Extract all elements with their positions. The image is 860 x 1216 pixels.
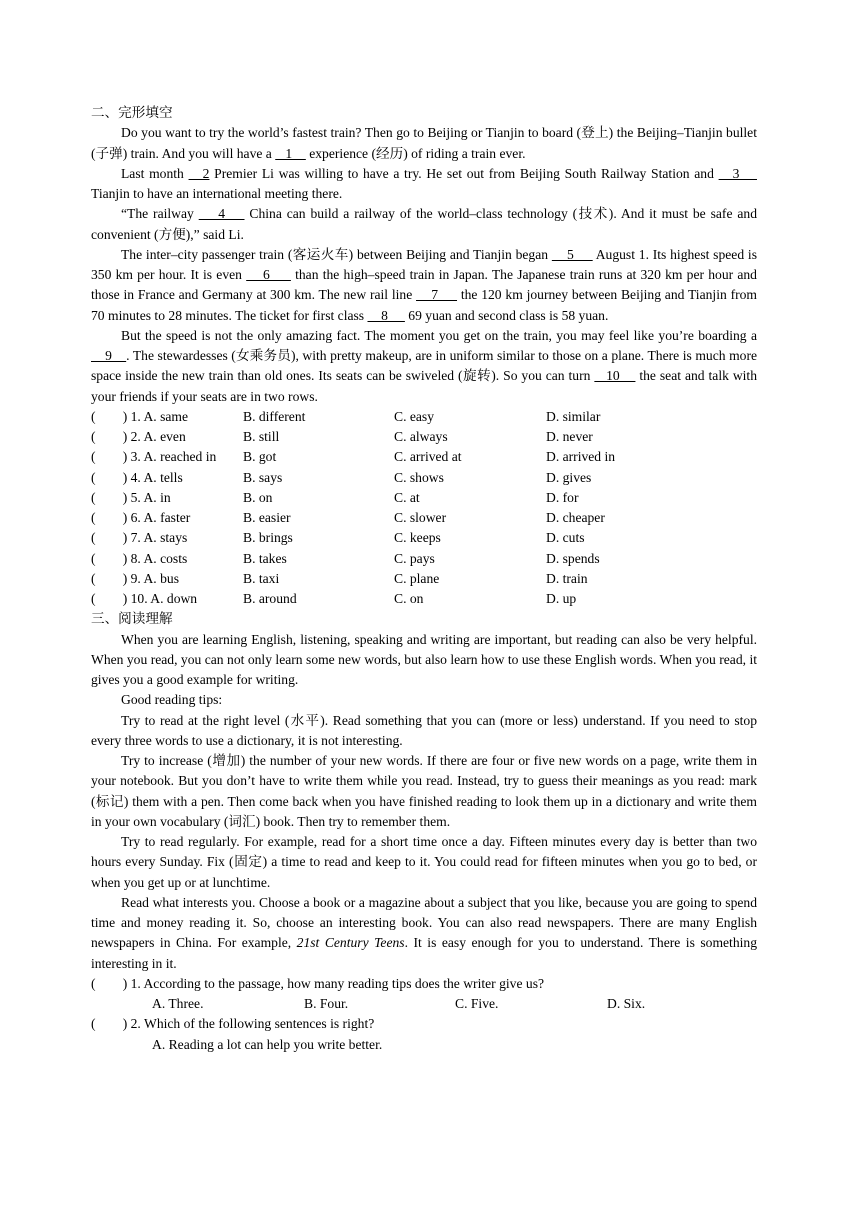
option-a[interactable]: ( ) 5. A. in: [91, 489, 171, 505]
cloze-option-row: [91, 468, 757, 488]
cloze-paragraph-2: Last month 2 Premier Li was willing to have a try. He set out from Beijing South Railway Station and 3 Tianjin to have an international meeting there.: [91, 165, 757, 201]
option-c[interactable]: C. always: [394, 429, 448, 444]
cloze-blank-10[interactable]: 10: [594, 368, 636, 384]
option-b[interactable]: B. still: [243, 429, 280, 444]
option-a[interactable]: ( ) 6. A. faster: [91, 510, 191, 525]
cloze-option-row: [91, 549, 757, 569]
option-c[interactable]: C. shows: [394, 469, 444, 485]
cloze-option-row: [91, 427, 757, 447]
option-a[interactable]: A. Reading a lot can help you write better.: [152, 1036, 383, 1052]
reading-paragraph-6: Read what interests you. Choose a book or a magazine about a subject that you like, because you are going to spend time and money reading it. So, choose an interesting book. You can also read newspapers. There are many English newspapers in China. For example, 21st Century Teens. It is easy enough for you to understand. There is something interesting in it.: [91, 894, 757, 971]
option-d[interactable]: D. never: [546, 429, 593, 444]
option-a[interactable]: ( ) 1. A. same: [91, 408, 189, 424]
option-c[interactable]: C. plane: [394, 570, 440, 586]
option-d[interactable]: D. cheaper: [546, 510, 605, 525]
option-b[interactable]: B. got: [243, 449, 277, 465]
option-a[interactable]: ( ) 8. A. costs: [91, 550, 188, 566]
option-b[interactable]: B. on: [243, 489, 273, 505]
newspaper-title: 21st Century Teens: [296, 935, 405, 951]
cloze-blank-5[interactable]: 5: [551, 246, 593, 262]
cloze-option-row: [91, 447, 757, 467]
cloze-option-row: [91, 528, 757, 548]
option-d[interactable]: D. cuts: [546, 530, 585, 546]
reading-paragraph-4: Try to increase (增加) the number of your new words. If there are four or five new words on a page, write them in your notebook. But you don’t have to write them while you read. Instead, try to guess their meanings as you read: mark (标记) them with a pen. Then come back when you have finished reading to look them up in a dictionary and write them in your own vocabulary (词汇) book. Then try to remember them.: [91, 753, 757, 829]
option-a[interactable]: ( ) 9. A. bus: [91, 570, 179, 586]
cloze-blank-4[interactable]: 4: [198, 206, 245, 222]
reading-paragraph-2: Good reading tips:: [121, 692, 223, 708]
cloze-blank-6[interactable]: 6: [246, 267, 291, 282]
option-b[interactable]: B. Four.: [304, 996, 349, 1011]
option-b[interactable]: B. brings: [243, 530, 293, 546]
option-b[interactable]: B. takes: [243, 550, 287, 566]
option-c[interactable]: C. slower: [394, 510, 447, 525]
option-d[interactable]: D. gives: [546, 469, 592, 485]
question-1-stem: ( ) 1. According to the passage, how many reading tips does the writer give us?: [91, 975, 545, 991]
option-a[interactable]: ( ) 2. A. even: [91, 429, 186, 444]
option-c[interactable]: C. pays: [394, 550, 435, 566]
option-b[interactable]: B. taxi: [243, 570, 280, 586]
option-d[interactable]: D. train: [546, 570, 588, 586]
cloze-option-row: [91, 569, 757, 589]
cloze-paragraph-4: The inter–city passenger train (客运火车) between Beijing and Tianjin began 5 August 1. Its highest speed is 350 km per hour. It is even 6 than the high–speed train in Japan. The Japanese train runs at 320 km per hour and those in France and Germany at 300 km. The new rail line 7 the 120 km journey between Beijing and Tianjin from 70 minutes to 28 minutes. The ticket for first class 8 69 yuan and second class is 58 yuan.: [91, 246, 757, 323]
reading-paragraph-3: Try to read at the right level (水平). Read something that you can (more or less) understand. If you need to stop every three words to use a dictionary, it is not interesting.: [91, 712, 757, 748]
cloze-blank-8[interactable]: 8: [367, 307, 405, 323]
option-c[interactable]: C. easy: [394, 408, 435, 424]
question-2-stem: ( ) 2. Which of the following sentences is right?: [91, 1016, 375, 1032]
cloze-option-row: [91, 508, 757, 528]
cloze-blank-2[interactable]: 2: [188, 165, 210, 181]
section-heading-cloze: 二、完形填空: [91, 105, 173, 120]
option-c[interactable]: C. Five.: [455, 996, 499, 1011]
cloze-paragraph-5: But the speed is not the only amazing fact. The moment you get on the train, you may feel like you’re boarding a 9 . The stewardesses (女乘务员), with pretty makeup, are in uniform similar to those on a plane. There is much more space inside the new train than old ones. Its seats can be swiveled (旋转). So you can turn 10 the seat and talk with your friends if your seats are in two rows.: [91, 327, 758, 404]
reading-paragraph-5: Try to read regularly. For example, read for a short time once a day. Fifteen minutes every day is better than two hours every Sunday. Fix (固定) a time to read and keep to it. You could read for fifteen minutes when you go to bed, or when you get up or at lunchtime.: [91, 834, 757, 890]
cloze-paragraph-3: “The railway 4 China can build a railway of the world–class technology (技术). And it must be safe and convenient (方便),” said Li.: [91, 206, 757, 242]
section-heading-reading: 三、阅读理解: [91, 611, 173, 627]
option-b[interactable]: B. easier: [243, 510, 291, 525]
option-c[interactable]: C. arrived at: [394, 449, 462, 465]
question-1-options: [91, 994, 757, 1014]
option-a[interactable]: ( ) 10. A. down: [91, 591, 198, 606]
option-a[interactable]: ( ) 3. A. reached in: [91, 449, 217, 465]
option-c[interactable]: C. keeps: [394, 530, 441, 546]
option-b[interactable]: B. different: [243, 408, 306, 424]
option-a[interactable]: ( ) 4. A. tells: [91, 469, 183, 485]
cloze-option-row: [91, 407, 757, 427]
option-d[interactable]: D. up: [546, 591, 577, 606]
cloze-blank-1[interactable]: 1: [275, 145, 306, 161]
cloze-blank-7[interactable]: 7: [416, 287, 458, 303]
option-d[interactable]: D. Six.: [607, 996, 646, 1011]
cloze-paragraph-1: Do you want to try the world’s fastest train? Then go to Beijing or Tianjin to board (登上) the Beijing–Tianjin bullet (子弹) train. And you will have a 1 experience (经历) of riding a train ever.: [91, 125, 757, 161]
option-d[interactable]: D. arrived in: [546, 449, 616, 465]
option-a[interactable]: A. Three.: [152, 996, 204, 1011]
option-d[interactable]: D. for: [546, 489, 579, 505]
cloze-options-list: [91, 407, 757, 610]
option-d[interactable]: D. similar: [546, 408, 601, 424]
option-a[interactable]: ( ) 7. A. stays: [91, 530, 188, 546]
cloze-blank-3[interactable]: 3: [718, 165, 757, 181]
option-b[interactable]: B. says: [243, 469, 283, 485]
cloze-option-row: [91, 488, 757, 508]
cloze-option-row: [91, 589, 757, 609]
cloze-blank-9[interactable]: 9: [91, 348, 127, 363]
option-b[interactable]: B. around: [243, 591, 297, 606]
document-page: [91, 103, 757, 1055]
reading-paragraph-1: When you are learning English, listening, speaking and writing are important, but reading can also be very helpful. When you read, you can not only learn some new words, but also learn how to use these English words. When you read, it gives you a good example for writing.: [91, 631, 757, 687]
option-c[interactable]: C. on: [394, 591, 424, 606]
option-d[interactable]: D. spends: [546, 550, 600, 566]
option-c[interactable]: C. at: [394, 489, 420, 505]
